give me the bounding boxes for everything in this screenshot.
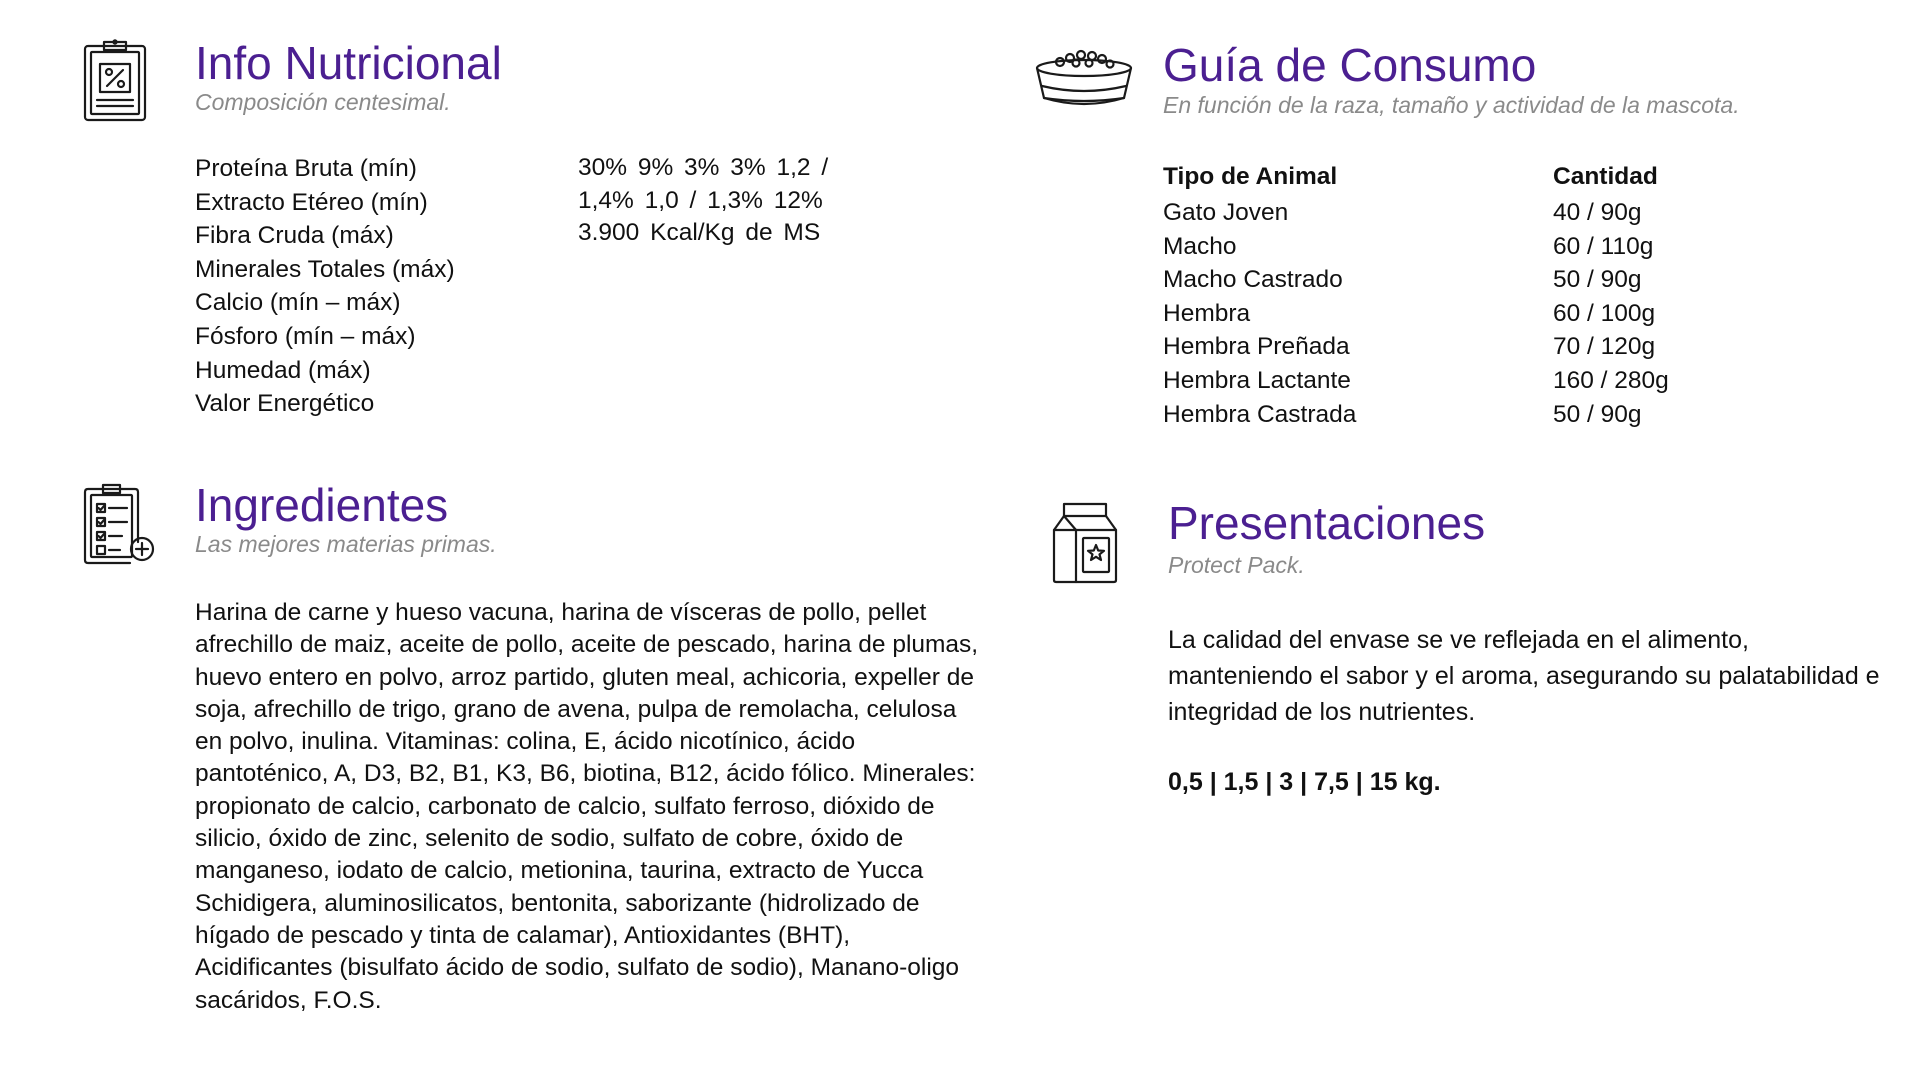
nutrition-label: Calcio (mín – máx): [195, 289, 401, 317]
table-row: [1163, 364, 1669, 398]
column-header-amount: Cantidad: [1553, 163, 1658, 190]
animal-type-cell: Hembra: [1163, 299, 1251, 327]
nutrition-title: Info Nutricional: [195, 37, 502, 89]
ingredients-text: Harina de carne y hueso vacuna, harina de vísceras de pollo, pellet afrechillo de maiz, aceite de pollo, aceite de pescado, harina de plumas, huevo entero en polvo, arroz partido, gluten meal, achicoria, expeller de soja, afrechillo de trigo, grano de avena, pulpa de remolacha, celulosa en polvo, inulina. Vitaminas: colina, E, ácido nicotínico, ácido pantoténico, A, D3, B2, B1, K3, B6, biotina, B12, ácido fólico. Minerales: propionato de calcio, carbonato de calcio, sulfato ferroso, dióxido de silicio, óxido de zinc, selenito de sodio, sulfato de cobre, óxido de manganeso, iodato de calcio, metionina, taurina, extracto de Yucca Schidigera, aluminosilicatos, bentonita, saborizante (hidrolizado de hígado de pescado y tinta de calamar), Antioxidantes (BHT), Acidificantes (bisulfato ácido de sodio, sulfato de sodio), Manano-oligo sacáridos, F.O.S.: [195, 599, 979, 1014]
animal-type-cell: Hembra Lactante: [1163, 366, 1351, 394]
presentation-description: La calidad del envase se ve reflejada en el alimento, manteniendo el sabor y el aroma, asegurando su palatabilidad e integridad de los nutrientes.: [1168, 626, 1880, 726]
animal-type-cell: Hembra Preñada: [1163, 333, 1350, 361]
amount-cell: 50 / 90g: [1553, 266, 1642, 294]
table-row: [1163, 263, 1669, 297]
nutrition-label: Fósforo (mín – máx): [195, 322, 416, 350]
animal-type-cell: Macho Castrado: [1163, 266, 1343, 294]
column-header-animal: Tipo de Animal: [1163, 163, 1338, 190]
table-row: [1163, 330, 1669, 364]
nutrition-label: Extracto Etéreo (mín): [195, 188, 428, 216]
table-row: [1163, 398, 1669, 432]
table-row: [1163, 196, 1669, 230]
food-bag-star-icon: [1050, 502, 1120, 584]
nutrition-values: 30% 9% 3% 3% 1,2 / 1,4% 1,0 / 1,3% 12% 3.900 Kcal/Kg de MS: [578, 154, 829, 246]
package-sizes: 0,5 | 1,5 | 3 | 7,5 | 15 kg.: [1168, 768, 1441, 796]
ingredients-subtitle: Las mejores materias primas.: [195, 531, 497, 557]
amount-cell: 60 / 110g: [1553, 232, 1654, 260]
nutrition-label-list: [195, 152, 455, 421]
animal-type-cell: Gato Joven: [1163, 199, 1289, 226]
nutrition-label: Valor Energético: [195, 390, 375, 418]
clipboard-percent-icon: [82, 38, 148, 122]
guide-subtitle: En función de la raza, tamaño y actividad de la mascota.: [1163, 92, 1740, 118]
table-row: [1163, 230, 1669, 264]
food-bowl-icon: [1034, 46, 1134, 112]
checklist-add-icon: [82, 482, 158, 566]
amount-cell: 50 / 90g: [1553, 400, 1642, 428]
nutrition-subtitle: Composición centesimal.: [195, 89, 451, 115]
table-header-row: [1163, 158, 1669, 196]
nutrition-label: Minerales Totales (máx): [195, 255, 455, 283]
presentation-title: Presentaciones: [1168, 497, 1486, 549]
amount-cell: 70 / 120g: [1553, 333, 1656, 361]
amount-cell: 60 / 100g: [1553, 299, 1656, 327]
animal-type-cell: Macho: [1163, 232, 1237, 260]
amount-cell: 160 / 280g: [1553, 366, 1669, 394]
nutrition-label: Fibra Cruda (máx): [195, 222, 394, 250]
presentation-subtitle: Protect Pack.: [1168, 552, 1305, 578]
animal-type-cell: Hembra Castrada: [1163, 400, 1357, 428]
guide-title: Guía de Consumo: [1163, 39, 1537, 91]
amount-cell: 40 / 90g: [1553, 199, 1642, 226]
nutrition-label: Proteína Bruta (mín): [195, 155, 417, 182]
nutrition-label: Humedad (máx): [195, 356, 371, 384]
consumption-table: [1163, 158, 1669, 431]
table-row: [1163, 297, 1669, 331]
ingredients-title: Ingredientes: [195, 479, 449, 531]
